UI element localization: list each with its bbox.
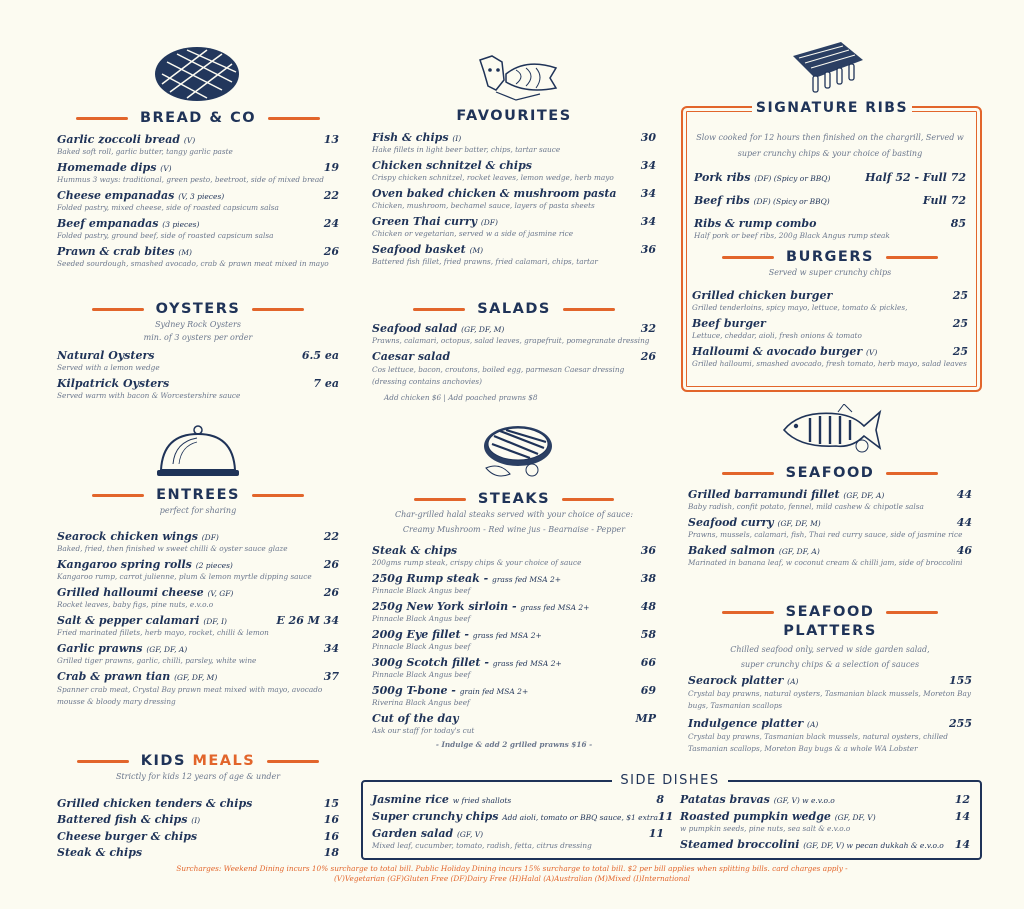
item-desc: Hummus 3 ways: traditional, green pesto, beetroot, side of mixed bread: [57, 175, 324, 184]
salads-list: [372, 322, 656, 407]
steak-extras: - Indulge & add 2 grilled prawns $16 -: [435, 740, 593, 749]
item-desc: Pinnacle Black Angus beef: [372, 670, 471, 679]
menu-item: Indulgence platter (A) 255: [688, 717, 972, 730]
footer-surcharges: Surcharges: Weekend Dining incurs 10% surcharge to total bill. Public Holiday Dining incurs 15% surcharge to total bill. $2 per bill applies when splitting bills. card charges apply -: [176, 864, 848, 873]
item-desc: Ask our staff for today's cut: [372, 726, 475, 735]
item-desc: Chicken, mushroom, bechamel sauce, layers of pasta sheets: [372, 201, 595, 210]
menu-item: Homemade dips (V) 19: [57, 161, 339, 174]
menu-item: Steak & chips 36: [372, 544, 656, 557]
item-desc: Baby radish, confit potato, fennel, mild cashew & chipotle salsa: [688, 502, 924, 511]
item-desc: Battered fish fillet, fried prawns, fried calamari, chips, tartar: [372, 257, 598, 266]
section-title-platters-2: PLATTERS: [783, 623, 877, 639]
section-subtitle: Strictly for kids 12 years of age & under: [115, 772, 281, 781]
section-title-salads: SALADS: [372, 301, 656, 317]
menu-item: Searock chicken wings (DF) 22: [57, 530, 339, 543]
section-subtitle: min. of 3 oysters per order: [143, 333, 253, 342]
item-desc: Riverina Black Angus beef: [372, 698, 470, 707]
steaks-list: [372, 544, 656, 754]
menu-item: Seafood basket (M) 36: [372, 243, 656, 256]
item-desc: 200gms rump steak, crispy chips & your choice of sauce: [372, 558, 582, 567]
item-desc: Chicken or vegetarian, served w a side of jasmine rice: [372, 229, 574, 238]
sides-left-list: [372, 793, 674, 855]
item-desc: Grilled halloumi, smashed avocado, fresh tomato, herb mayo, salad leaves: [692, 359, 967, 368]
section-subtitle: Char-grilled halal steaks served with your choice of sauce:: [394, 510, 634, 519]
sides-right-list: [680, 793, 970, 851]
menu-item: Cheese burger & chips 16: [57, 830, 339, 843]
item-desc: Crystal bay prawns, Tasmanian black mussels, natural oysters, chilled Tasmanian scallops, Moreton Bay bugs & a whole WA Lobster: [688, 732, 948, 753]
item-desc: Grilled tiger prawns, garlic, chilli, parsley, white wine: [57, 656, 257, 665]
item-desc: Baked soft roll, garlic butter, tangy garlic paste: [57, 147, 233, 156]
menu-item: Grilled chicken tenders & chips 15: [57, 797, 339, 810]
item-desc: Kangaroo rump, carrot julienne, plum & lemon myrtle dipping sauce: [57, 572, 312, 581]
menu-item: Super crunchy chips Add aioli, tomato or BBQ sauce, $1 extra 11: [372, 810, 674, 823]
menu-item: Green Thai curry (DF) 34: [372, 215, 656, 228]
platters-list: [688, 674, 972, 760]
menu-item: 200g Eye fillet - grass fed MSA 2+ 58: [372, 628, 656, 641]
kids-list: [57, 796, 339, 861]
item-desc: Folded pastry, mixed cheese, side of roasted capsicum salsa: [57, 203, 279, 212]
section-subtitle: Creamy Mushroom - Red wine jus - Bearnaise - Pepper: [402, 525, 626, 534]
menu-item: Roasted pumpkin wedge (GF, DF, V) 14: [680, 810, 970, 823]
item-desc: Served with a lemon wedge: [57, 363, 160, 372]
menu-item: 300g Scotch fillet - grass fed MSA 2+ 66: [372, 656, 656, 669]
entrees-list: [57, 530, 339, 713]
cloche-illustration: [155, 424, 241, 480]
menu-item: Baked salmon (GF, DF, A) 46: [688, 544, 972, 557]
menu-item: Cheese empanadas (V, 3 pieces) 22: [57, 189, 339, 202]
steak-illustration: [476, 418, 560, 484]
item-desc: Half pork or beef ribs, 200g Black Angus rump steak: [694, 231, 890, 240]
item-desc: w pumpkin seeds, pine nuts, sea salt & e.v.o.o: [680, 824, 851, 833]
menu-item: Patatas bravas (GF, V) w e.v.o.o 12: [680, 793, 970, 806]
item-desc: Mixed leaf, cucumber, tomato, radish, fetta, citrus dressing: [372, 841, 592, 850]
section-subtitle: perfect for sharing: [159, 506, 237, 515]
menu-item: Grilled halloumi cheese (V, GF) 26: [57, 586, 339, 599]
section-subtitle: Sydney Rock Oysters: [155, 320, 241, 329]
favourites-list: [372, 131, 656, 271]
menu-item: Beef ribs (DF) (Spicy or BBQ) Full 72: [694, 194, 966, 207]
menu-item: Salt & pepper calamari (DF, I) E 26 M 34: [57, 614, 339, 627]
bread-illustration: [152, 42, 242, 104]
section-subtitle: Slow cooked for 12 hours then finished on the chargrill, Served w super crunchy chips & your choice of basting: [696, 133, 964, 158]
section-title-platters: SEAFOOD: [688, 604, 972, 620]
menu-item: Grilled chicken burger 25: [692, 289, 968, 302]
item-desc: Pinnacle Black Angus beef: [372, 614, 471, 623]
oysters-list: [57, 349, 339, 405]
section-subtitle: Served w super crunchy chips: [768, 268, 892, 277]
section-title-steaks: STEAKS: [372, 491, 656, 507]
menu-item: Kangaroo spring rolls (2 pieces) 26: [57, 558, 339, 571]
menu-item: Fish & chips (I) 30: [372, 131, 656, 144]
menu-item: Beef burger 25: [692, 317, 968, 330]
menu-item: Caesar salad 26: [372, 350, 656, 363]
menu-item: 250g Rump steak - grass fed MSA 2+ 38: [372, 572, 656, 585]
item-desc: Grilled tenderloins, spicy mayo, lettuce, tomato & pickles,: [692, 303, 908, 312]
menu-item: Pork ribs (DF) (Spicy or BBQ) Half 52 - Full 72: [694, 171, 966, 184]
section-title-burgers: BURGERS: [688, 249, 972, 265]
menu-item: Battered fish & chips (I) 16: [57, 813, 339, 826]
menu-item: Oven baked chicken & mushroom pasta 34: [372, 187, 656, 200]
item-desc: Folded pastry, ground beef, side of roasted capsicum salsa: [57, 231, 274, 240]
menu-item: Garlic prawns (GF, DF, A) 34: [57, 642, 339, 655]
menu-item: Steamed broccolini (GF, DF, V) w pecan dukkah & e.v.o.o 14: [680, 838, 970, 851]
menu-item: Kilpatrick Oysters 7 ea: [57, 377, 339, 390]
burgers-list: [692, 289, 968, 373]
item-desc: Rocket leaves, baby figs, pine nuts, e.v.o.o: [57, 600, 214, 609]
section-title-favourites: FAVOURITES: [456, 108, 572, 124]
footer-legend: (V)Vegetarian (GF)Gluten Free (DF)Dairy Free (H)Halal (A)Australian (M)Mixed (I)International: [333, 874, 691, 883]
section-title-ribs: SIGNATURE RIBS: [752, 100, 912, 116]
menu-item: Prawn & crab bites (M) 26: [57, 245, 339, 258]
menu-item: Steak & chips 18: [57, 846, 339, 859]
item-desc: Prawns, mussels, calamari, fish, Thai red curry sauce, side of jasmine rice: [688, 530, 963, 539]
ribs-list: [694, 171, 966, 245]
menu-item: Natural Oysters 6.5 ea: [57, 349, 339, 362]
ribs-illustration: [785, 36, 869, 98]
item-desc: Served warm with bacon & Worcestershire sauce: [57, 391, 241, 400]
menu-item: Garden salad (GF, V) 11: [372, 827, 664, 840]
menu-item: 250g New York sirloin - grass fed MSA 2+ 48: [372, 600, 656, 613]
item-desc: Crispy chicken schnitzel, rocket leaves, lemon wedge, herb mayo: [372, 173, 614, 182]
menu-item: Halloumi & avocado burger (V) 25: [692, 345, 968, 358]
item-desc: Pinnacle Black Angus beef: [372, 642, 471, 651]
item-desc: Prawns, calamari, octopus, salad leaves, grapefruit, pomegranate dressing: [372, 336, 650, 345]
menu-item: Cut of the day MP: [372, 712, 656, 725]
menu-item: Ribs & rump combo 85: [694, 217, 966, 230]
item-desc: Baked, fried, then finished w sweet chilli & oyster sauce glaze: [57, 544, 288, 553]
section-title-kids: KIDS MEALS: [57, 753, 339, 769]
item-desc: Fried marinated fillets, herb mayo, rocket, chilli & lemon: [57, 628, 269, 637]
item-desc: Cos lettuce, bacon, croutons, boiled egg, parmesan Caesar dressing (dressing contains anchovies): [372, 365, 625, 386]
menu-item: Seafood salad (GF, DF, M) 32: [372, 322, 656, 335]
menu-item: Grilled barramundi fillet (GF, DF, A) 44: [688, 488, 972, 501]
item-desc: Lettuce, cheddar, aioli, fresh onions & tomato: [692, 331, 862, 340]
section-title-seafood: SEAFOOD: [688, 465, 972, 481]
item-desc: Hake fillets in light beer batter, chips, tartar sauce: [372, 145, 561, 154]
section-title-sides: SIDE DISHES: [612, 773, 728, 788]
item-desc: Crystal bay prawns, natural oysters, Tasmanian black mussels, Moreton Bay bugs, Tasmanian scallops: [688, 689, 971, 710]
section-subtitle: super crunchy chips & a selection of sauces: [740, 660, 920, 669]
menu-item: Seafood curry (GF, DF, M) 44: [688, 516, 972, 529]
bread-list: [57, 133, 339, 273]
seafood-list: [688, 488, 972, 572]
section-title-bread: BREAD & CO: [57, 110, 339, 126]
section-title-oysters: OYSTERS: [57, 301, 339, 317]
salad-extras: Add chicken $6 | Add poached prawns $8: [384, 393, 538, 402]
section-title-entrees: ENTREES: [57, 487, 339, 503]
section-subtitle: Chilled seafood only, served w side garden salad,: [730, 645, 930, 654]
menu-item: Beef empanadas (3 pieces) 24: [57, 217, 339, 230]
menu-item: Crab & prawn tian (GF, DF, M) 37: [57, 670, 339, 683]
fish-illustration: [780, 404, 884, 456]
item-desc: Seeded sourdough, smashed avocado, crab & prawn meat mixed in mayo: [57, 259, 329, 268]
menu-item: 500g T-bone - grain fed MSA 2+ 69: [372, 684, 656, 697]
item-desc: Pinnacle Black Angus beef: [372, 586, 471, 595]
item-desc: Spanner crab meat, Crystal Bay prawn meat mixed with mayo, avocado mousse & bloody mary dressing: [57, 685, 323, 706]
menu-item: Jasmine rice w fried shallots 8: [372, 793, 664, 806]
item-desc: Marinated in banana leaf, w coconut cream & chilli jam, side of broccolini: [688, 558, 963, 567]
menu-item: Garlic zoccoli bread (V) 13: [57, 133, 339, 146]
menu-item: Chicken schnitzel & chips 34: [372, 159, 656, 172]
cow-fish-illustration: [476, 50, 560, 104]
menu-item: Searock platter (A) 155: [688, 674, 972, 687]
